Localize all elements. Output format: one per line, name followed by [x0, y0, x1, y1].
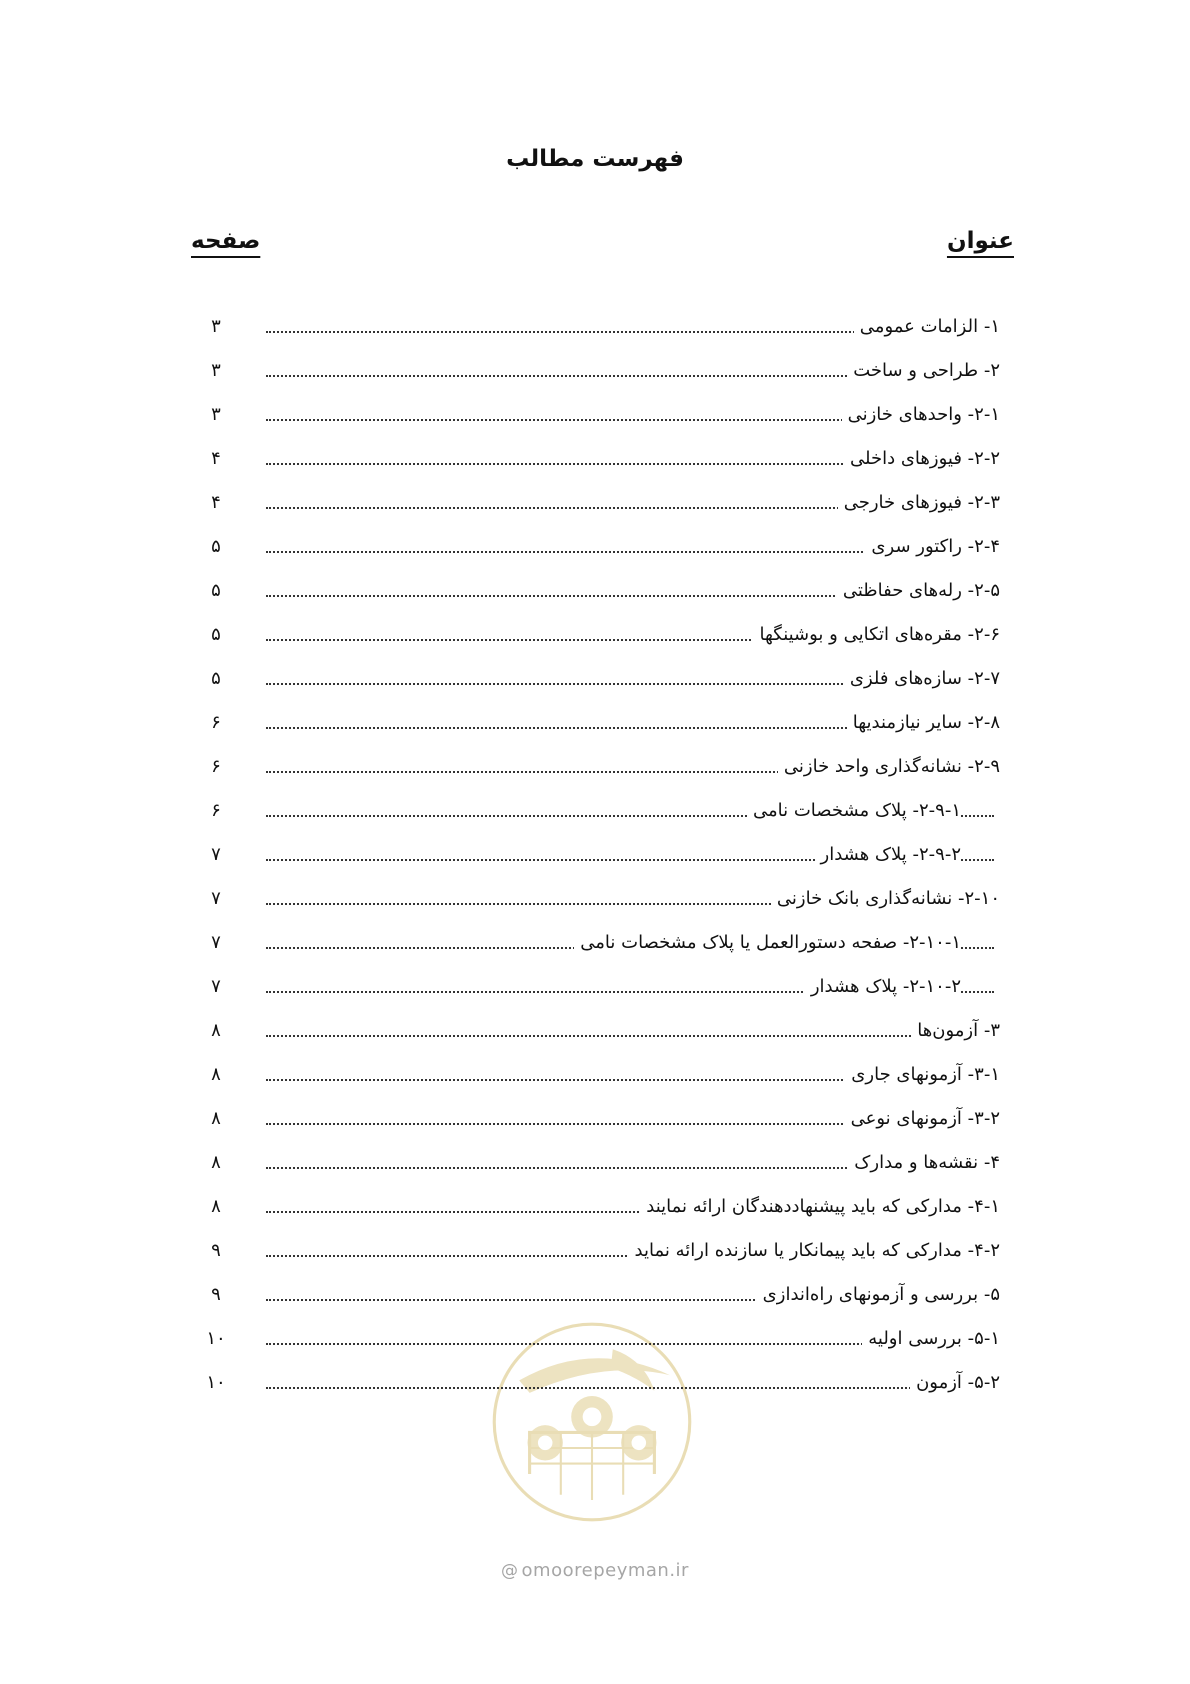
toc-entry-page: ۹	[211, 1284, 221, 1305]
toc-entry-title: ۳-۱- آزمونهای جاری	[845, 1058, 1000, 1092]
toc-entry-title: ۲-۱- واحدهای خازنی	[842, 398, 1000, 432]
toc-entry-title: ۲-۵- رله‌های حفاظتی	[837, 574, 1000, 608]
toc-entry[interactable]	[0, 486, 1190, 520]
toc-entry[interactable]	[0, 1146, 1190, 1180]
toc-entry-title: ۵- بررسی و آزمونهای راه‌اندازی	[757, 1278, 1000, 1312]
toc-entry-page: ۵	[211, 536, 221, 557]
toc-entry[interactable]	[0, 750, 1190, 784]
toc-entry[interactable]	[0, 794, 1190, 828]
toc-entry-page: ۶	[211, 756, 221, 777]
toc-entry-title: ۲-۱۰-۲- پلاک هشدار	[805, 970, 961, 1004]
toc-entry-page: ۶	[211, 712, 221, 733]
toc-entry-page: ۹	[211, 1240, 221, 1261]
toc-entry[interactable]	[0, 1190, 1190, 1224]
toc-entry[interactable]	[0, 574, 1190, 608]
toc-entry-title: ۳- آزمون‌ها	[911, 1014, 1000, 1048]
toc-entry-title: ۲-۹- نشانه‌گذاری واحد خازنی	[778, 750, 1000, 784]
toc-entry-page: ۴	[211, 492, 221, 513]
title-column-header: عنوان	[946, 228, 1014, 254]
toc-entry-title: ۲-۱۰- نشانه‌گذاری بانک خازنی	[771, 882, 1000, 916]
toc-entry-title: ۴-۱- مدارکی که باید پیشنهاددهندگان ارائه نمایند	[640, 1190, 1000, 1224]
toc-entry[interactable]	[0, 926, 1190, 960]
toc-entry[interactable]	[0, 1102, 1190, 1136]
toc-entry-page: ۵	[211, 580, 221, 601]
watermark-seal-logo	[488, 1318, 696, 1526]
toc-entry-page: ۸	[211, 1064, 221, 1085]
toc-entry-title: ۵-۲- آزمون	[910, 1366, 1000, 1400]
toc-entry[interactable]	[0, 838, 1190, 872]
toc-entry-title: ۴-۲- مدارکی که باید پیمانکار یا سازنده ارائه نماید	[629, 1234, 1000, 1268]
toc-entry[interactable]	[0, 442, 1190, 476]
toc-entry-page: ۳	[211, 360, 221, 381]
toc-entry-title: ۲-۱۰-۱- صفحه دستورالعمل یا پلاک مشخصات نامی	[574, 926, 961, 960]
toc-entry-title: ۲-۹-۱- پلاک مشخصات نامی	[747, 794, 961, 828]
toc-entry[interactable]	[0, 970, 1190, 1004]
toc-entry-title: ۲-۴- راکتور سری	[865, 530, 1000, 564]
toc-entry-page: ۸	[211, 1108, 221, 1129]
toc-entry-page: ۷	[211, 976, 221, 997]
toc-entry-page: ۷	[211, 888, 221, 909]
toc-entry-page: ۳	[211, 316, 221, 337]
toc-entry-page: ۶	[211, 800, 221, 821]
toc-entry-title: ۳-۲- آزمونهای نوعی	[845, 1102, 1000, 1136]
toc-entry-title: ۲-۲- فیوزهای داخلی	[844, 442, 1000, 476]
dot-leader	[266, 1035, 994, 1037]
toc-entry[interactable]	[0, 1278, 1190, 1312]
toc-entry[interactable]	[0, 1234, 1190, 1268]
toc-entry[interactable]	[0, 662, 1190, 696]
toc-entry-page: ۳	[211, 404, 221, 425]
toc-entry-title: ۱- الزامات عمومی	[854, 310, 1000, 344]
toc-entry[interactable]	[0, 618, 1190, 652]
toc-entry-page: ۸	[211, 1152, 221, 1173]
toc-entry[interactable]	[0, 354, 1190, 388]
toc-entry[interactable]	[0, 706, 1190, 740]
toc-entry-page: ۷	[211, 844, 221, 865]
page-column-header: صفحه	[191, 228, 261, 254]
toc-entry-page: ۷	[211, 932, 221, 953]
toc-entry-page: ۵	[211, 668, 221, 689]
dot-leader	[266, 1387, 994, 1389]
toc-entry-page: ۱۰	[206, 1328, 226, 1349]
toc-entry-title: ۲-۳- فیوزهای خارجی	[838, 486, 1000, 520]
page-title: فهرست مطالب	[506, 146, 684, 172]
toc-entry-page: ۵	[211, 624, 221, 645]
toc-entry[interactable]	[0, 398, 1190, 432]
toc-entry-title: ۵-۱- بررسی اولیه	[862, 1322, 1000, 1356]
toc-entry-title: ۴- نقشه‌ها و مدارک	[848, 1146, 1000, 1180]
toc-entry-page: ۸	[211, 1196, 221, 1217]
toc-entry[interactable]	[0, 1058, 1190, 1092]
toc-entry-title: ۲-۹-۲- پلاک هشدار	[815, 838, 962, 872]
toc-entry-page: ۴	[211, 448, 221, 469]
toc-entry-page: ۱۰	[206, 1372, 226, 1393]
toc-entry-page: ۸	[211, 1020, 221, 1041]
watermark-url-text: omoorepeyman.ir	[521, 1560, 689, 1581]
watermark-url	[0, 1560, 1190, 1581]
toc-entry-title: ۲-۶- مقره‌های اتکایی و بوشینگها	[753, 618, 1000, 652]
toc-entry-title: ۲-۸- سایر نیازمندیها	[847, 706, 1000, 740]
toc-entry-title: ۲- طراحی و ساخت	[847, 354, 1000, 388]
toc-entry[interactable]	[0, 882, 1190, 916]
toc-entry[interactable]	[0, 530, 1190, 564]
toc-entry-title: ۲-۷- سازه‌های فلزی	[844, 662, 1000, 696]
at-sign-icon: @	[501, 1561, 519, 1581]
toc-entry[interactable]	[0, 1014, 1190, 1048]
toc-entry[interactable]	[0, 310, 1190, 344]
